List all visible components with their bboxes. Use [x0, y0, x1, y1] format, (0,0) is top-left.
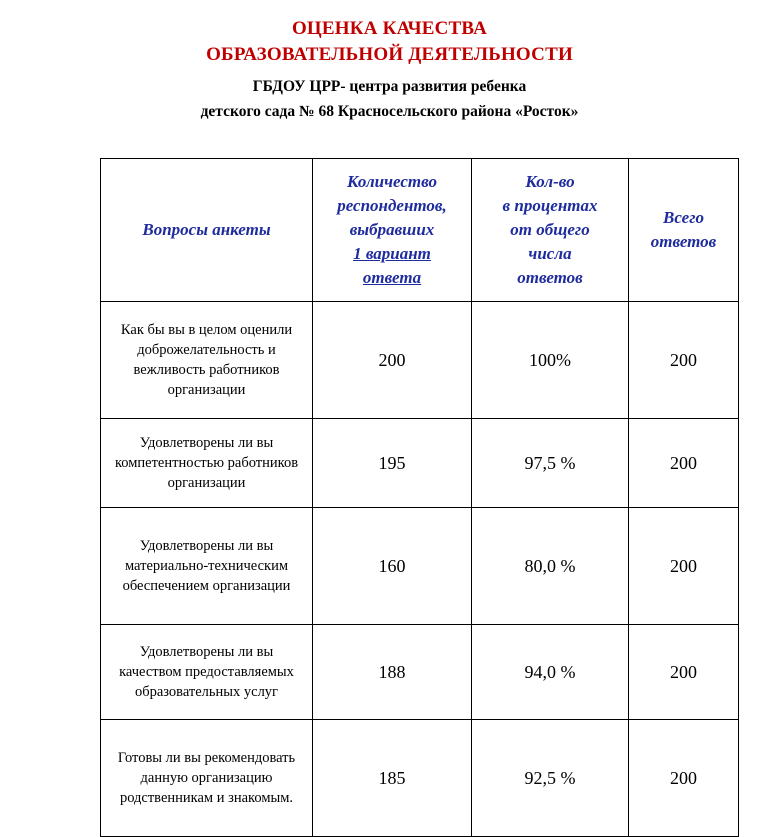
cell-question: Удовлетворены ли вы компетентностью работников организации [101, 419, 313, 508]
cell-count: 200 [313, 302, 472, 419]
cell-question: Готовы ли вы рекомендовать данную организацию родственникам и знакомым. [101, 720, 313, 837]
document-subtitle [0, 74, 779, 124]
subtitle-line-1: ГБДОУ ЦРР- центра развития ребенка [252, 78, 527, 95]
document-title [0, 0, 779, 68]
cell-count: 160 [313, 508, 472, 625]
col4-line-1: Всего [663, 208, 704, 227]
table-row [101, 720, 739, 837]
cell-count: 188 [313, 625, 472, 720]
table-row [101, 625, 739, 720]
table-header-row [101, 159, 739, 302]
subtitle-line-2: детского сада № 68 Красносельского района «Росток» [200, 103, 579, 120]
column-header-respondent-count [313, 159, 472, 302]
cell-total: 200 [629, 419, 739, 508]
column-header-questions-text: Вопросы анкеты [142, 220, 271, 239]
table-body [101, 302, 739, 837]
title-line-2: ОБРАЗОВАТЕЛЬНОЙ ДЕЯТЕЛЬНОСТИ [206, 44, 573, 65]
column-header-percent [472, 159, 629, 302]
cell-question: Как бы вы в целом оценили доброжелательность и вежливость работников организации [101, 302, 313, 419]
col4-line-2: ответов [650, 232, 717, 251]
cell-percent: 92,5 % [472, 720, 629, 837]
survey-results-table [100, 158, 739, 837]
col2-line-2: респондентов, [337, 196, 447, 215]
table-header [101, 159, 739, 302]
col2-line-3: выбравших [349, 220, 435, 239]
cell-question: Удовлетворены ли вы материально-техническим обеспечением организации [101, 508, 313, 625]
cell-total: 200 [629, 302, 739, 419]
cell-total: 200 [629, 720, 739, 837]
col3-line-3: от общего [510, 220, 590, 239]
survey-table-container [0, 158, 779, 837]
cell-total: 200 [629, 625, 739, 720]
cell-percent: 100% [472, 302, 629, 419]
cell-question: Удовлетворены ли вы качеством предоставляемых образовательных услуг [101, 625, 313, 720]
title-line-1: ОЦЕНКА КАЧЕСТВА [291, 18, 488, 39]
table-row [101, 508, 739, 625]
cell-total: 200 [629, 508, 739, 625]
cell-count: 195 [313, 419, 472, 508]
cell-percent: 97,5 % [472, 419, 629, 508]
col3-line-1: Кол-во [525, 172, 575, 191]
cell-count: 185 [313, 720, 472, 837]
cell-percent: 94,0 % [472, 625, 629, 720]
col2-line-4: 1 вариант [353, 244, 431, 263]
table-row [101, 302, 739, 419]
col2-line-1: Количество [346, 172, 438, 191]
col3-line-5: ответов [517, 268, 583, 287]
col3-line-2: в процентах [502, 196, 598, 215]
column-header-questions [101, 159, 313, 302]
column-header-total-answers [629, 159, 739, 302]
col3-line-4: числа [528, 244, 572, 263]
col2-line-5: ответа [362, 268, 422, 287]
table-row [101, 419, 739, 508]
cell-percent: 80,0 % [472, 508, 629, 625]
